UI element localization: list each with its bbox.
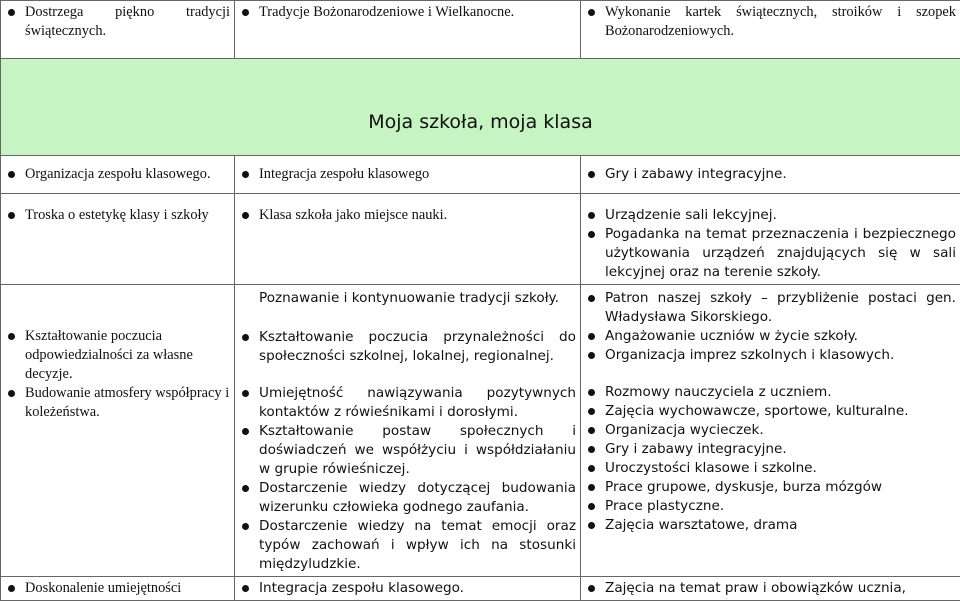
bullet-icon <box>8 333 15 340</box>
activity-cell <box>581 194 960 285</box>
list-item: Doskonalenie umiejętności <box>5 579 230 598</box>
bullet-icon <box>242 485 249 492</box>
list-item: Troska o estetykę klasy i szkoły <box>5 206 230 225</box>
section-banner <box>1 59 960 156</box>
table-row <box>1 577 960 601</box>
activity-cell <box>581 1 960 59</box>
list-item: Zajęcia na temat praw i obowiązków ucznia, <box>585 579 956 598</box>
bullet-icon <box>8 390 15 397</box>
table-row <box>1 194 960 285</box>
bullet-icon <box>588 484 595 491</box>
bullet-icon <box>588 522 595 529</box>
list-item: Umiejętność nawiązywania pozytywnych kontaktów z rówieśnikami i dorosłymi. <box>239 384 576 422</box>
bullet-icon <box>242 212 249 219</box>
bullet-icon <box>588 212 595 219</box>
bullet-icon <box>8 212 15 219</box>
goal-cell <box>1 285 235 577</box>
bullet-icon <box>588 408 595 415</box>
list-item: Wykonanie kartek świątecznych, stroików i szopek Bożonarodzeniowych. <box>585 3 956 41</box>
list-item: Rozmowy nauczyciela z uczniem. <box>585 383 956 402</box>
list-item: Dostrzega piękno tradycji świątecznych. <box>5 3 230 41</box>
bullet-icon <box>242 390 249 397</box>
table-row <box>1 59 960 156</box>
list-item: Prace grupowe, dyskusje, burza mózgów <box>585 478 956 497</box>
list-item: Klasa szkoła jako miejsce nauki. <box>239 206 576 225</box>
list-item: Dostarczenie wiedzy dotyczącej budowania wizerunku człowieka godnego zaufania. <box>239 479 576 517</box>
list-item: Dostarczenie wiedzy na temat emocji oraz typów zachowań i wpływ ich na stosunki międzyludzkie. <box>239 517 576 574</box>
content-cell <box>235 156 581 194</box>
section-title: Moja szkoła, moja klasa <box>1 113 960 132</box>
activity-cell <box>581 577 960 601</box>
list-item: Integracja zespołu klasowego <box>239 165 576 184</box>
bullet-icon <box>588 333 595 340</box>
list-item: Integracja zespołu klasowego. <box>239 579 576 598</box>
bullet-icon <box>588 465 595 472</box>
content-plain: Poznawanie i kontynuowanie tradycji szkoły. <box>239 289 576 308</box>
bullet-icon <box>242 585 249 592</box>
list-item: Organizacja imprez szkolnych i klasowych. <box>585 346 956 365</box>
bullet-icon <box>588 231 595 238</box>
list-item: Kształtowanie poczucia odpowiedzialności za własne decyzje. <box>5 327 230 384</box>
goal-cell <box>1 194 235 285</box>
bullet-icon <box>588 585 595 592</box>
table-row <box>1 156 960 194</box>
bullet-icon <box>8 585 15 592</box>
bullet-icon <box>588 503 595 510</box>
content-cell <box>235 285 581 577</box>
bullet-icon <box>8 171 15 178</box>
goal-cell <box>1 1 235 59</box>
bullet-icon <box>242 171 249 178</box>
list-item: Zajęcia wychowawcze, sportowe, kulturalne. <box>585 402 956 421</box>
list-item: Kształtowanie postaw społecznych i doświadczeń we współżyciu i współdziałaniu w grupie rówieśniczej. <box>239 422 576 479</box>
bullet-icon <box>242 428 249 435</box>
content-cell <box>235 1 581 59</box>
bullet-icon <box>588 295 595 302</box>
table-row <box>1 285 960 577</box>
bullet-icon <box>588 171 595 178</box>
list-item: Patron naszej szkoły – przybliżenie postaci gen. Władysława Sikorskiego. <box>585 289 956 327</box>
activity-cell <box>581 285 960 577</box>
list-item: Prace plastyczne. <box>585 497 956 516</box>
content-cell <box>235 577 581 601</box>
list-item: Organizacja zespołu klasowego. <box>5 165 230 184</box>
bullet-icon <box>588 389 595 396</box>
activity-cell <box>581 156 960 194</box>
bullet-icon <box>588 446 595 453</box>
list-item: Organizacja wycieczek. <box>585 421 956 440</box>
content-cell <box>235 194 581 285</box>
table-row <box>1 1 960 59</box>
list-item: Kształtowanie poczucia przynależności do społeczności szkolnej, lokalnej, regionalnej. <box>239 328 576 366</box>
list-item: Budowanie atmosfery współpracy i koleżeństwa. <box>5 384 230 422</box>
list-item: Gry i zabawy integracyjne. <box>585 165 956 184</box>
bullet-icon <box>588 427 595 434</box>
goal-cell <box>1 156 235 194</box>
bullet-icon <box>242 9 249 16</box>
list-item: Uroczystości klasowe i szkolne. <box>585 459 956 478</box>
bullet-icon <box>588 9 595 16</box>
bullet-icon <box>8 9 15 16</box>
list-item: Urządzenie sali lekcyjnej. <box>585 206 956 225</box>
bullet-icon <box>242 334 249 341</box>
list-item: Tradycje Bożonarodzeniowe i Wielkanocne. <box>239 3 576 22</box>
list-item: Zajęcia warsztatowe, drama <box>585 516 956 535</box>
bullet-icon <box>242 523 249 530</box>
list-item: Angażowanie uczniów w życie szkoły. <box>585 327 956 346</box>
list-item: Pogadanka na temat przeznaczenia i bezpiecznego użytkowania urządzeń znajdujących się w sali lekcyjnej oraz na terenie szkoły. <box>585 225 956 282</box>
goal-cell <box>1 577 235 601</box>
list-item: Gry i zabawy integracyjne. <box>585 440 956 459</box>
bullet-icon <box>588 352 595 359</box>
